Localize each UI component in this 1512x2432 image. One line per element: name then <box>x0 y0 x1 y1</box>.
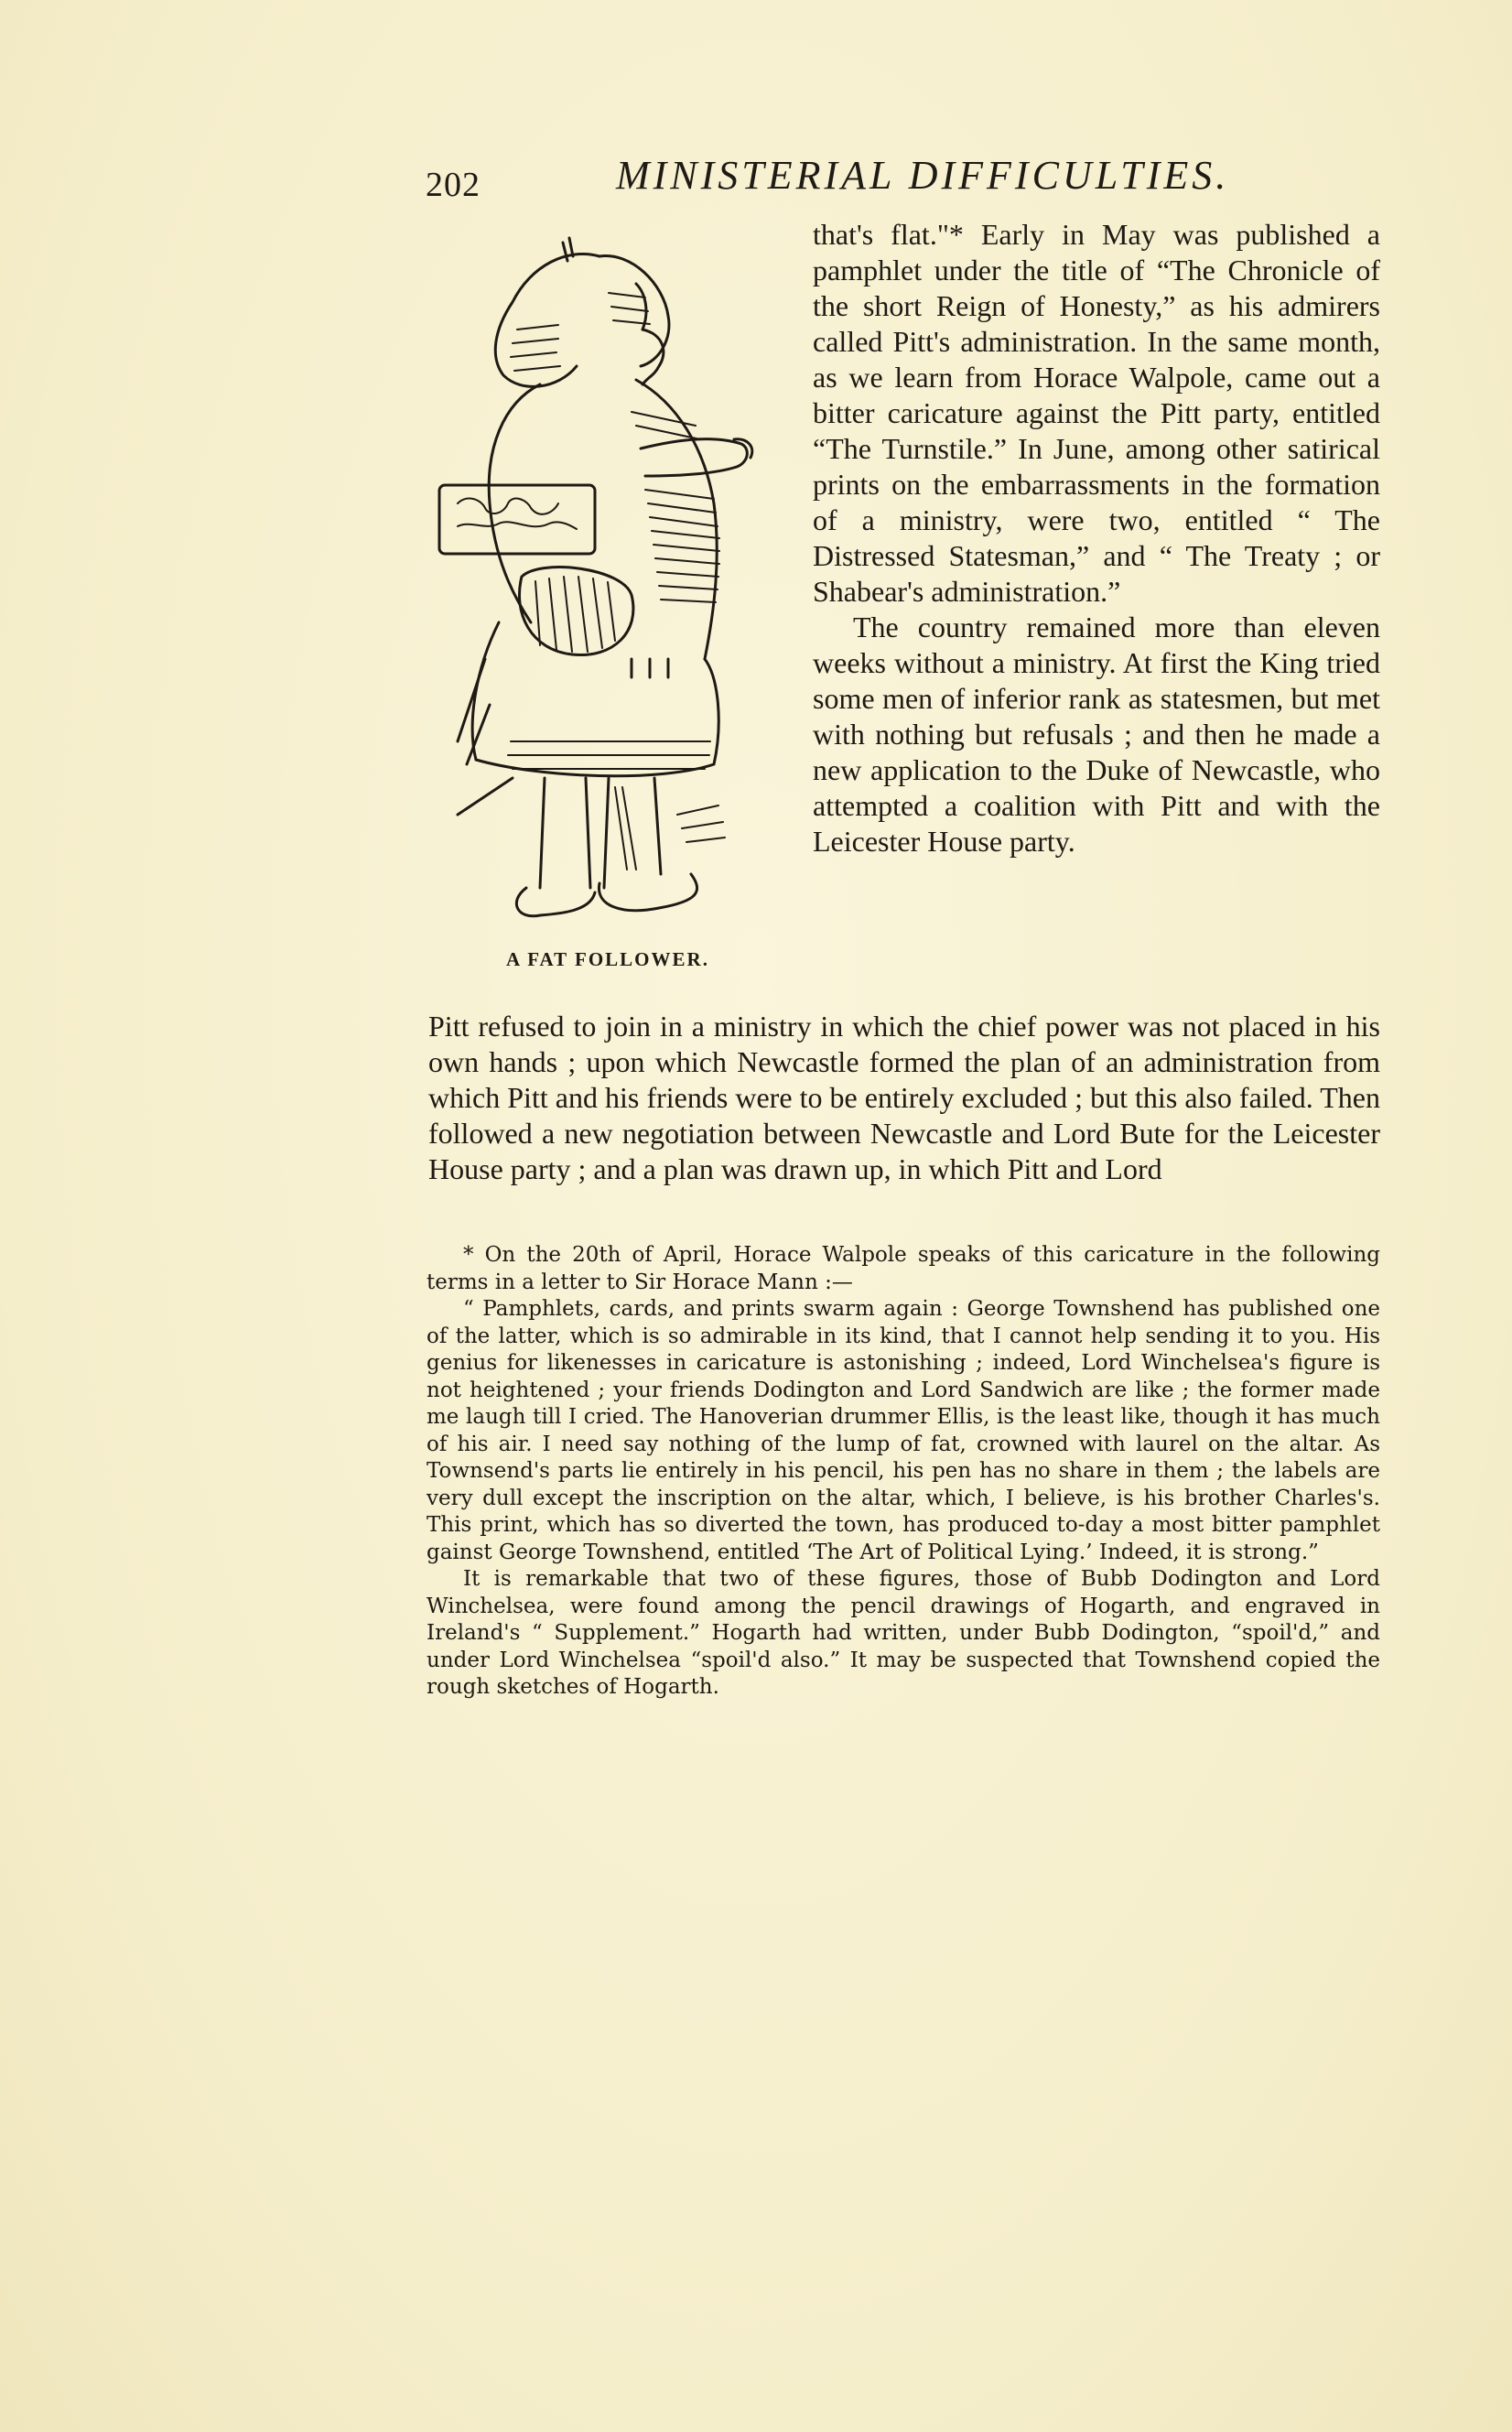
footnote-1: * On the 20th of April, Horace Walpole speaks of this caricature in the following terms in a letter to Sir Horace Mann :— <box>427 1243 1380 1294</box>
running-head <box>426 152 1396 207</box>
body-paragraph-1: that's flat."* Early in May was published a pamphlet under the title of “The Chronicle of the short Reign of Honesty,” as his admirers called Pitt's administration. In the same month, as we learn from Horace Walpole, came out a bitter caricature against the Pitt party, entitled “The Turnstile.” In June, among other satirical prints on the embarrassments in the formation of a ministry, were two, entitled “ The Distressed Statesman,” and “ The Treaty ; or Shabear's administration.” <box>813 218 1380 608</box>
footnote-quotation: “ Pamphlets, cards, and prints swarm again : George Townshend has published one of the latter, which is so admirable in its kind, that I cannot help sending it to you. His genius for likenesses in caricature is astonishing ; indeed, Lord Winchelsea's figure is not heightened ; your friends Dodington and Lord Sandwich are like ; the former made me laugh till I cried. The Hanoverian drummer Ellis, is the least like, though it has much of his air. I need say nothing of the lump of fat, crowned with laurel on the altar. As Townsend's parts lie entirely in his pencil, his pen has no share in them ; the labels are very dull except the inscription on the altar, which, I believe, is his brother Charles's. This print, which has so diverted the town, has produced to-day a most bitter pamphlet gainst George Townshend, entitled ‘The Art of Political Lying.’ Indeed, it is strong.” <box>427 1297 1380 1564</box>
page-number: 202 <box>426 166 481 204</box>
figure-fat-follower <box>403 229 787 934</box>
body-paragraph-2-continued: Pitt refused to join in a ministry in which the chief power was not placed in his own hands ; upon which Newcastle formed the plan of an administration from which Pitt and his friends were to be entirely excluded ; but this also failed. Then followed a new negotiation between Newcastle and Lord Bute for the Leicester House party ; and a plan was drawn up, in which Pitt and Lord <box>428 1010 1380 1185</box>
caricature-fat-follower-illustration <box>403 229 787 934</box>
full-width-text <box>428 1009 1380 1187</box>
body-paragraph-2-column: The country remained more than eleven weeks without a ministry. At first the King tried some men of inferior rank as statesmen, but met with nothing but refusals ; and then he made a new application to the Duke of Newcastle, who attempted a coalition with Pitt and with the Leicester House party. <box>813 611 1380 858</box>
footnotes <box>427 1242 1380 1702</box>
figure-caption: A FAT FOLLOWER. <box>506 948 709 970</box>
column-text <box>813 217 1380 859</box>
running-title: MINISTERIAL DIFFICULTIES. <box>616 153 1230 198</box>
footnote-remark: It is remarkable that two of these figures, those of Bubb Dodington and Lord Winchelsea, were found among the pencil drawings of Hogarth, and engraved in Ireland's “ Supplement.” Hogarth had written, under Bubb Dodington, “spoil'd,” and under Lord Winchelsea “spoil'd also.” It may be suspected that Townshend copied the rough sketches of Hogarth. <box>427 1567 1380 1699</box>
